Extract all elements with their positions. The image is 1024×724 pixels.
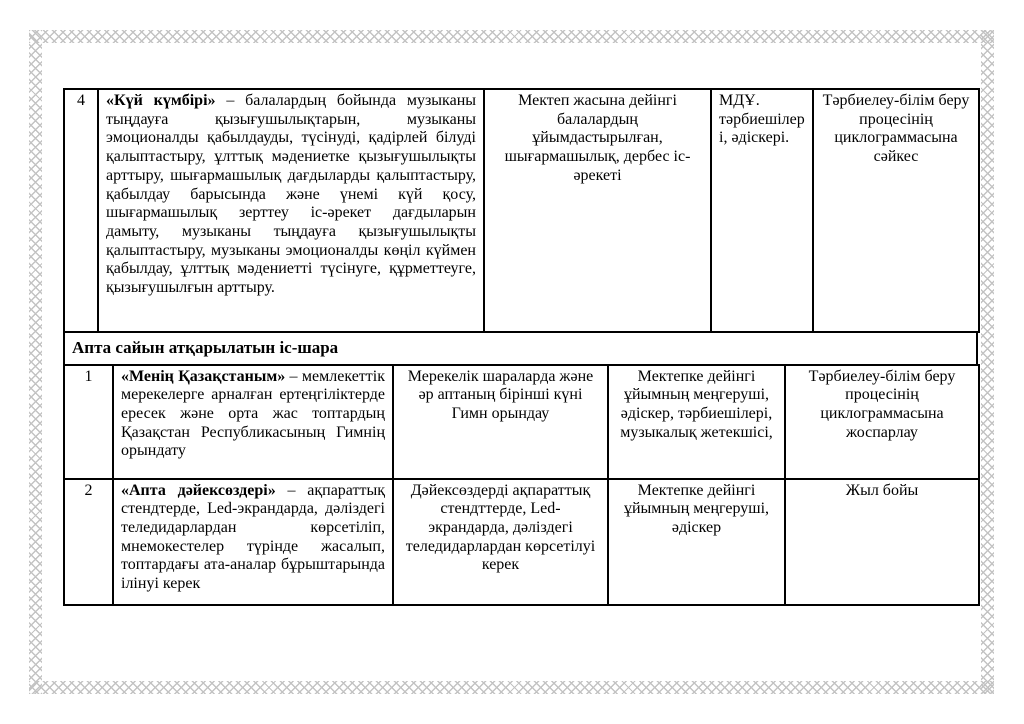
table-row (64, 479, 979, 605)
event-description-cell (113, 479, 393, 605)
responsible-cell: Мектепке дейінгі ұйымның меңгеруші, әдіскер (608, 479, 785, 605)
monthly-activities-table (63, 88, 980, 333)
weekly-activities-table (63, 364, 980, 606)
decorative-border-bottom (29, 681, 994, 694)
row-number-cell: 1 (64, 365, 113, 479)
table-row (64, 89, 979, 332)
event-body: – мемлекеттік мерекелерге арналған ертеңгіліктерде ересек және орта жас топтардың Қазақстан Республикасының Гимнің орындату (121, 367, 385, 460)
row-number-cell: 4 (64, 89, 98, 332)
weekly-section-header: Апта сайын атқарылатын іс-шара (63, 331, 978, 366)
row-number-cell: 2 (64, 479, 113, 605)
decorative-border-right (981, 30, 994, 694)
table-row (64, 365, 979, 479)
event-description-cell (113, 365, 393, 479)
event-title: «Менің Қазақстаным» (121, 367, 286, 385)
event-body: – балалардың бойында музыканы тыңдауға қызығушылықтарын, музыканы эмоционалды қабылдауды, түсінуді, қадірлей білуді қалыптастыру, ұлттық мәдениетке қызығушылықты арттыру, шығармашылық дағдыларды қалыптастыру, қабылдау барысында және үнемі күй қосу, шығармашылық зерттеу іс-әрекет дағдыларын дамыту, музыканы тыңдауға қызығушылықты қалыптастыру, музыканы эмоционалды көңіл күймен қабылдау, ұлттық мәдениетті түсінуге, құрметтеуге, қызығушылғын арттыру. (106, 92, 477, 297)
timeframe-cell: Тәрбиелеу-білім беру процесінің циклограммасына жоспарлау (785, 365, 979, 479)
event-body: – ақпараттық стендтерде, Led-экрандарда, дәліздегі теледидарлардан көрсетіліп, мнемокестелер түрінде жасалып, топтардағы ата-аналар бұрыштарында ілінуі керек (121, 481, 386, 593)
event-description-cell (98, 89, 484, 332)
responsible-cell: МДҰ. тәрбиешілері, әдіскері. (711, 89, 813, 332)
decorative-border-top (29, 30, 994, 43)
activity-form-cell: Дәйексөздерді ақпараттық стендттерде, Led-экрандарда, дәліздегі теледидарлардан көрсетілуі керек (393, 479, 608, 605)
timeframe-cell: Жыл бойы (785, 479, 979, 605)
activity-form-cell: Мектеп жасына дейінгі балалардың ұйымдастырылған, шығармашылық, дербес іс-әрекеті (484, 89, 711, 332)
document-table-area (63, 88, 978, 606)
event-title: «Апта дәйексөздері» (121, 481, 276, 499)
decorative-border-left (29, 30, 42, 694)
timeframe-cell: Тәрбиелеу-білім беру процесінің циклограммасына сәйкес (813, 89, 979, 332)
activity-form-cell: Мерекелік шараларда және әр аптаның бірінші күні Гимн орындау (393, 365, 608, 479)
responsible-cell: Мектепке дейінгі ұйымның меңгеруші, әдіскер, тәрбиешілері, музыкалық жетекшісі, (608, 365, 785, 479)
event-title: «Күй күмбірі» (106, 92, 216, 109)
